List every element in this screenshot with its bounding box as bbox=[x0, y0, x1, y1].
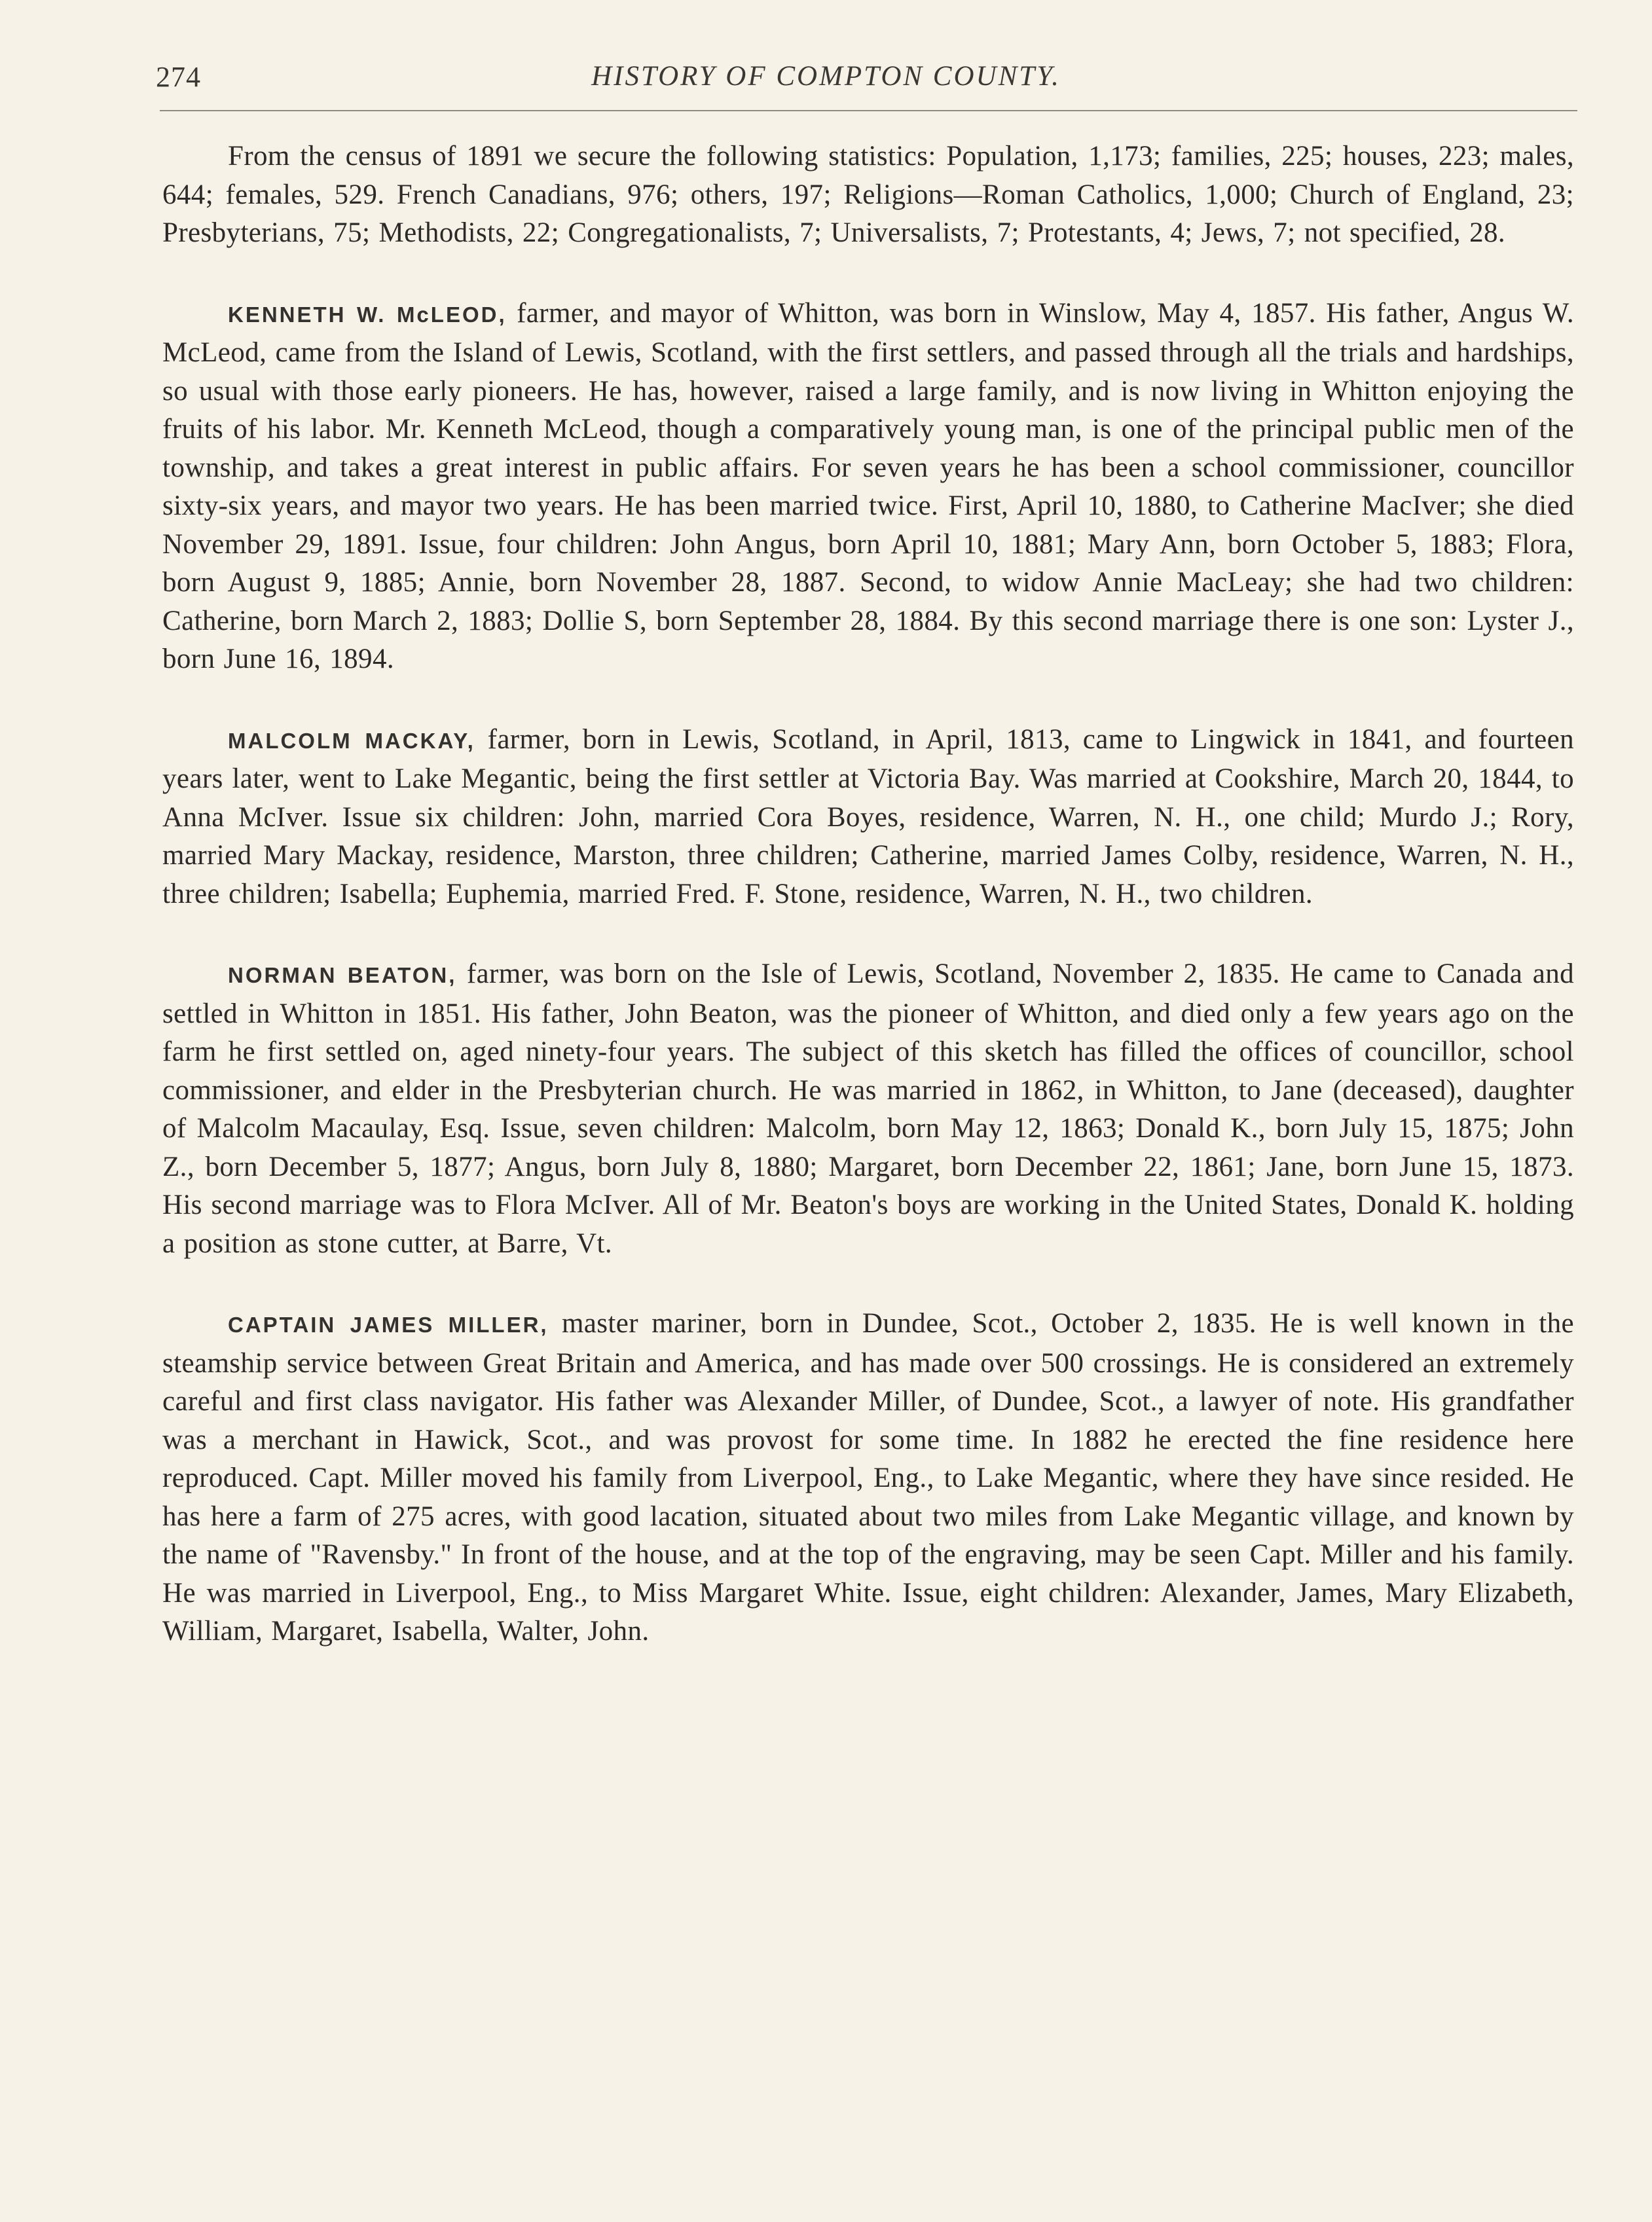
paragraph-james-miller bbox=[162, 1305, 1574, 1651]
running-title: HISTORY OF COMPTON COUNTY. bbox=[591, 61, 1061, 92]
paragraph-text: master mariner, born in Dundee, Scot., October 2, 1835. He is well known in the steamship service between Great Britain and America, and has made over 500 crossings. He is considered an extremely careful and first class navigator. His father was Alexander Miller, of Dundee, Scot., a lawyer of note. His grandfather was a merchant in Hawick, Scot., and was provost for some time. In 1882 he erected the fine residence here reproduced. Capt. Miller moved his family from Liverpool, Eng., to Lake Megantic, where they have since resided. He has here a farm of 275 acres, with good lacation, situated about two miles from Lake Megantic village, and known by the name of "Ravensby." In front of the house, and at the top of the engraving, may be seen Capt. Miller and his family. He was married in Liverpool, Eng., to Miss Margaret White. Issue, eight children: Alexander, James, Mary Elizabeth, William, Margaret, Isabella, Walter, John. bbox=[162, 1308, 1574, 1647]
paragraph-kenneth-mcleod bbox=[162, 295, 1574, 679]
biography-name: CAPTAIN JAMES MILLER, bbox=[228, 1313, 549, 1337]
biography-name: NORMAN BEATON, bbox=[228, 963, 457, 987]
biography-name: MALCOLM MACKAY, bbox=[228, 728, 475, 753]
paragraph-text: farmer, was born on the Isle of Lewis, Scotland, November 2, 1835. He came to Canada and settled in Whitton in 1851. His father, John Beaton, was the pioneer of Whitton, and died only a few years ago on the farm he first settled on, aged ninety-four years. The subject of this sketch has filled the offices of councillor, school commissioner, and elder in the Presbyterian church. He was married in 1862, in Whitton, to Jane (deceased), daughter of Malcolm Macaulay, Esq. Issue, seven children: Malcolm, born May 12, 1863; Donald K., born July 15, 1875; John Z., born December 5, 1877; Angus, born July 8, 1880; Margaret, born December 22, 1861; Jane, born June 15, 1873. His second marriage was to Flora McIver. All of Mr. Beaton's boys are working in the United States, Donald K. holding a position as stone cutter, at Barre, Vt. bbox=[162, 958, 1575, 1259]
page-number: 274 bbox=[156, 61, 201, 93]
header-rule bbox=[160, 110, 1577, 111]
paragraph-norman-beaton bbox=[162, 955, 1574, 1263]
paragraph-text: From the census of 1891 we secure the following statistics: Population, 1,173; families, 225; houses, 223; males, 644; females, 529. French Canadians, 976; others, 197; Religions—Roman Catholics, 1,000; Church of England, 23; Presbyterians, 75; Methodists, 22; Congregationalists, 7; Universalists, 7; Protestants, 4; Jews, 7; not specified, 28. bbox=[162, 141, 1574, 248]
paragraph-text: farmer, and mayor of Whitton, was born in Winslow, May 4, 1857. His father, Angus W. McLeod, came from the Island of Lewis, Scotland, with the first settlers, and passed through all the trials and hardships, so usual with those early pioneers. He has, however, raised a large family, and is now living in Whitton enjoying the fruits of his labor. Mr. Kenneth McLeod, though a comparatively young man, is one of the principal public men of the township, and takes a great interest in public affairs. For seven years he has been a school commissioner, councillor sixty-six years, and mayor two years. He has been married twice. First, April 10, 1880, to Catherine MacIver; she died November 29, 1891. Issue, four children: John Angus, born April 10, 1881; Mary Ann, born October 5, 1883; Flora, born August 9, 1885; Annie, born November 28, 1887. Second, to widow Annie MacLeay; she had two children: Catherine, born March 2, 1883; Dollie S, born September 28, 1884. By this second marriage there is one son: Lyster J., born June 16, 1894. bbox=[162, 297, 1574, 674]
paragraph-census-statistics bbox=[162, 137, 1574, 253]
page-body bbox=[162, 137, 1574, 1693]
paragraph-text: farmer, born in Lewis, Scotland, in April, 1813, came to Lingwick in 1841, and fourteen years later, went to Lake Megantic, being the first settler at Victoria Bay. Was married at Cookshire, March 20, 1844, to Anna McIver. Issue six children: John, married Cora Boyes, residence, Warren, N. H., one child; Murdo J.; Rory, married Mary Mackay, residence, Marston, three children; Catherine, married James Colby, residence, Warren, N. H., three children; Isabella; Euphemia, married Fred. F. Stone, residence, Warren, N. H., two children. bbox=[162, 723, 1574, 909]
biography-name: KENNETH W. McLEOD, bbox=[228, 302, 507, 327]
paragraph-malcolm-mackay bbox=[162, 721, 1574, 914]
